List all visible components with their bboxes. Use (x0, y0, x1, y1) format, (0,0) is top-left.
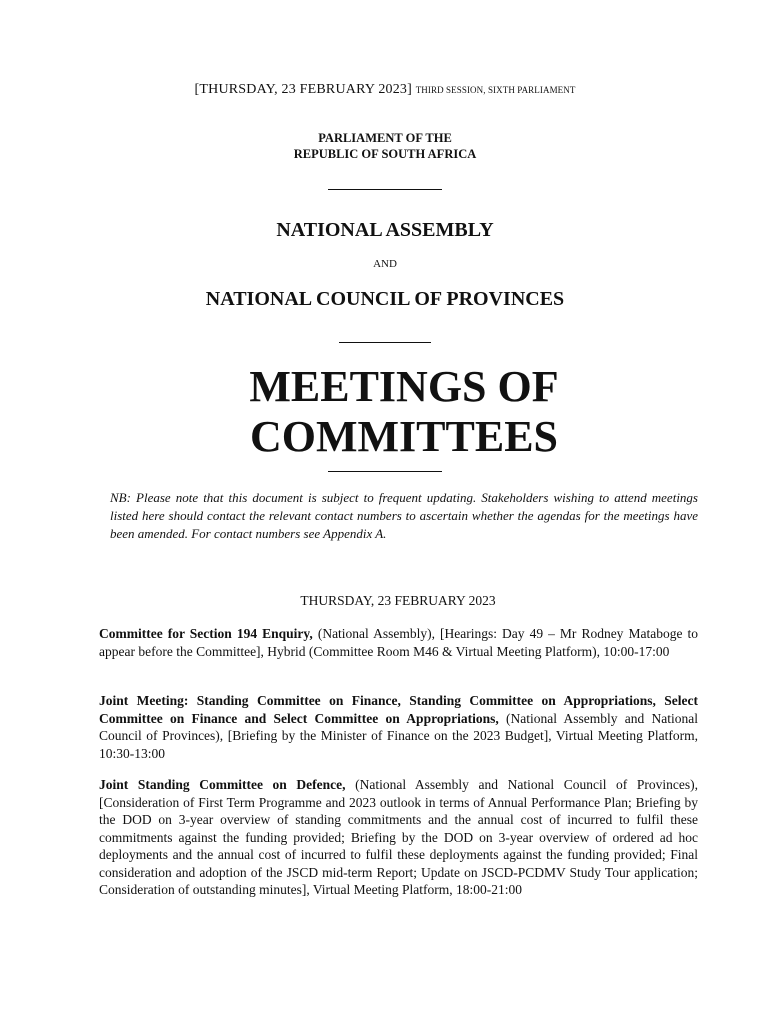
meeting-entry (99, 692, 698, 762)
committee-name: Joint Standing Committee on Defence, (99, 777, 346, 792)
meeting-details: (National Assembly and National Council of Provinces), [Consideration of First Term Programme and 2023 outlook in terms of Annual Performance Plan; Briefing by the DOD on 3-year overview of standing commitments and the annual cost of incurred to fulfil these commitments against the funding provided; Briefing by the DOD on 3-year overview of ordered ad hoc deployments and the annual cost of incurred to fulfil these deployments against the funding provided; Final consideration and adoption of the JSCD mid-term Report; Update on JSCD-PCDMV Study Tour application; Consideration of outstanding minutes], Virtual Meeting Platform, 18:00-21:00 (99, 777, 698, 897)
parliament-line-2: REPUBLIC OF SOUTH AFRICA (293, 147, 477, 161)
national-assembly-heading: NATIONAL ASSEMBLY (276, 219, 494, 241)
parliament-heading (0, 130, 770, 162)
ncop-heading: NATIONAL COUNCIL OF PROVINCES (205, 288, 565, 310)
meeting-details: (National Assembly), [Hearings: Day 49 – Mr Rodney Mataboge to appear before the Committee], Hybrid (Committee Room M46 & Virtual Meeting Platform), 10:00-17:00 (99, 626, 698, 659)
divider-1 (0, 180, 770, 192)
committee-name: Joint Meeting: Standing Committee on Finance, Standing Committee on Appropriations, Select Committee on Finance and Select Committee on Appropriations, (99, 693, 698, 726)
committee-name: Committee for Section 194 Enquiry, (99, 626, 313, 641)
header-line (0, 82, 770, 98)
meeting-details: (National Assembly and National Council of Provinces), [Briefing by the Minister of Finance on the 2023 Budget], Virtual Meeting Platform, 10:30-13:00 (99, 710, 698, 761)
meeting-entry (99, 625, 698, 660)
meeting-entry (99, 776, 698, 899)
parliament-line-1: PARLIAMENT OF THE (318, 131, 452, 145)
header-session: THIRD SESSION, SIXTH PARLIAMENT (415, 85, 576, 95)
title-line-1: MEETINGS OF (249, 362, 559, 411)
divider-3 (0, 462, 770, 474)
page-title (0, 362, 770, 462)
and-text: AND (373, 258, 397, 270)
title-line-2: COMMITTEES (249, 412, 559, 461)
header-date: [THURSDAY, 23 FEBRUARY 2023] (194, 82, 412, 97)
day-heading: THURSDAY, 23 FEBRUARY 2023 (300, 593, 496, 608)
divider-2 (0, 333, 770, 345)
update-notice: NB: Please note that this document is subject to frequent updating. Stakeholders wishing to attend meetings listed here should contact the relevant contact numbers to ascertain whether the agendas for the meetings have been amended. For contact numbers see Appendix A. (110, 490, 698, 541)
